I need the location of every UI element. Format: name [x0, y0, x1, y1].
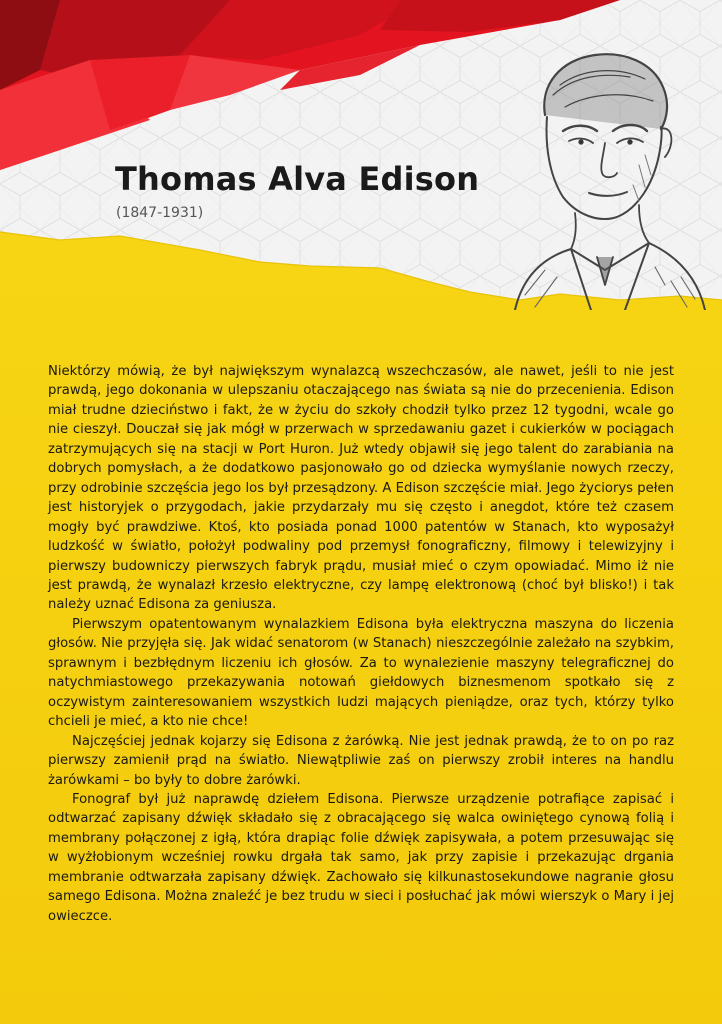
edison-portrait-icon [505, 45, 715, 310]
page-title: Thomas Alva Edison [115, 160, 480, 198]
life-dates: (1847-1931) [116, 205, 204, 221]
article-paragraph: Najczęściej jednak kojarzy się Edisona z żarówką. Nie jest jednak prawdą, że to on po raz pierwszy zamienił prąd na światło. Niewątpliwie zaś on pierwszy zrobił interes na handlu żarówkami – bo były to dobre żarówki. [48, 733, 674, 788]
article-body [48, 362, 674, 926]
article-paragraph: Fonograf był już naprawdę dziełem Edisona. Pierwsze urządzenie potrafiące zapisać i odtwarzać zapisany dźwięk składało się z obracającego się walca owiniętego cynową folią i membrany połączonej z igłą, która drapiąc folie dźwięk zapisywała, a potem przesuwając się w wyżłobionym wcześniej rowku drgała tak samo, jak przy zapisie i przekazując drgania membranie odtwarzała zapisany dźwięk. Zachowało się kilkunastosekundowe nagranie głosu samego Edisona. Można znaleźć je bez trudu w sieci i posłuchać jak mówi wierszyk o Mary i jej owieczce. [48, 791, 674, 924]
article-paragraph: Pierwszym opatentowanym wynalazkiem Edisona była elektryczna maszyna do liczenia głosów. Nie przyjęła się. Jak widać senatorom (w Stanach) nieszczególnie zależało na szybkim, sprawnym i bezbłędnym liczeniu ich głosów. Za to wynalezienie maszyny telegraficznej do natychmiastowego przekazywania notowań giełdowych biznesmenom spotkało się z oczywistym zainteresowaniem wszystkich ludzi mających pieniądze, oraz tych, którzy tylko chcieli je mieć, a kto nie chce! [48, 616, 674, 730]
article-paragraph: Niektórzy mówią, że był największym wynalazcą wszechczasów, ale nawet, jeśli to nie jest prawdą, jego dokonania w ulepszaniu otaczającego nas świata są nie do przecenienia. Edison miał trudne dzieciństwo i fakt, że w życiu do szkoły chodził tylko przez 12 tygodni, wcale go nie cieszył. Douczał się jak mógł w przerwach w sprzedawaniu gazet i cukierków w pociągach zatrzymujących się na stacji w Port Huron. Już wtedy objawił się jego talent do zarabiania na dobrych pomysłach, a że dodatkowo pasjonowało go od dziecka wymyślanie nowych rzeczy, przy odrobinie szczęścia jego los był przesądzony. A Edison szczęście miał. Jego życiorys pełen jest historyjek o przygodach, jakie przydarzały mu się często i anegdot, które też czasem mogły być prawdziwe. Ktoś, kto posiada ponad 1000 patentów w Stanach, kto wyposażył ludzkość w światło, położył podwaliny pod przemysł fonograficzny, filmowy i telewizyjny i pierwszy budowniczy pierwszych fabryk prądu, musiał mieć o czym opowiadać. Mimo iż nie jest prawdą, że wynalazł krzesło elektryczne, czy lampę elektronową (choć był blisko!) i tak należy uznać Edisona za geniusza. [48, 364, 674, 613]
